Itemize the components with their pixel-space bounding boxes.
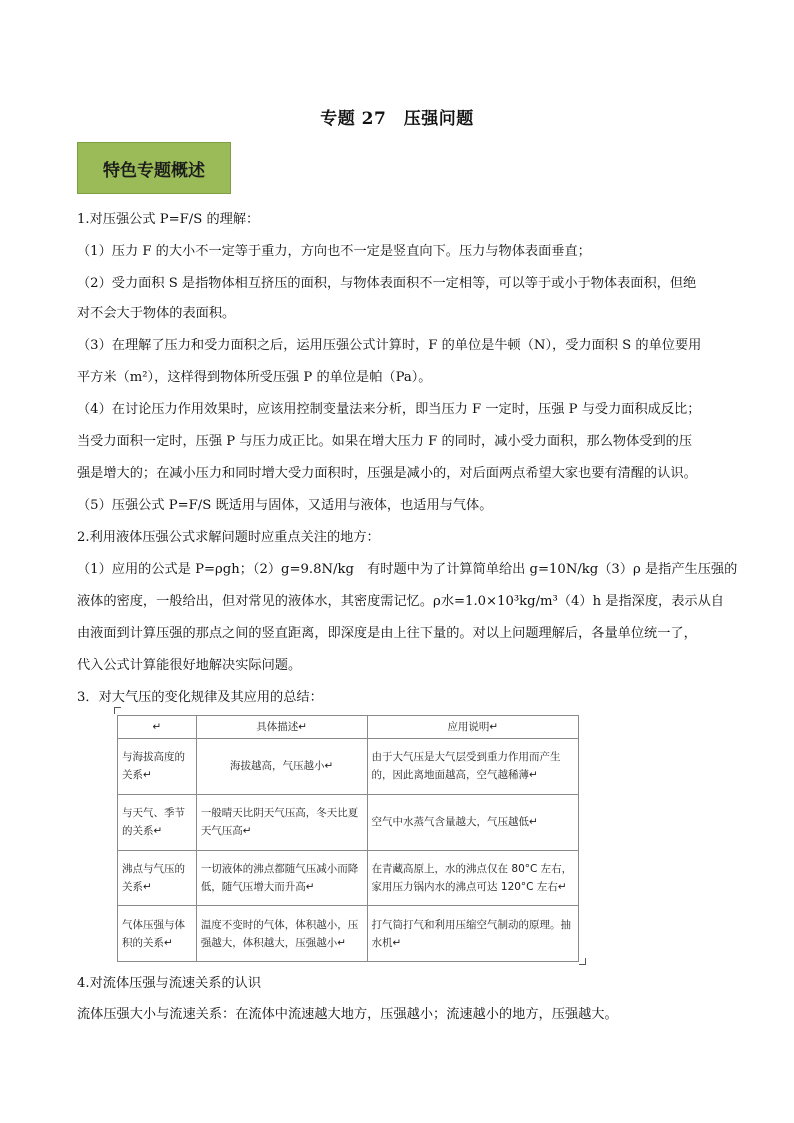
text-line: （5）压强公式 P=F/S 既适用与固体，又适用与液体，也适用与气体。 [77,498,493,513]
table-cell: 气体压强与体积的关系↵ [118,906,197,962]
text-line: 当受力面积一定时，压强 P 与压力成正比。如果在增大压力 F 的同时，减小受力面积，那么物体受到的压 [77,434,693,449]
text-line: （1）压力 F 的大小不一定等于重力，方向也不一定是竖直向下。压力与物体表面垂直； [77,244,591,259]
text-line: 代入公式计算能很好地解决实际问题。 [77,658,302,673]
table-corner-mark [114,707,121,714]
text-line: 流体压强大小与流速关系：在流体中流速越大地方，压强越小；流速越小的地方，压强越大。 [77,1007,618,1022]
text-line: （3）在理解了压力和受力面积之后，运用压强公式计算时，F 的单位是牛顿（N），受力面积 S 的单位要用 [77,338,702,353]
text-line: 由液面到计算压强的那点之间的竖直距离，即深度是由上往下量的。对以上问题理解后，各量单位统一了， [77,626,697,641]
table-header: 应用说明↵ [367,716,578,739]
text-line: 平方米（m²），这样得到物体所受压强 P 的单位是帕（Pa）。 [77,370,432,385]
table-row [118,850,579,906]
text-line: 液体的密度，一般给出，但对常见的液体水，其密度需记忆。ρ水=1.0×10³kg/m³（4）h 是指深度，表示从自 [77,594,724,609]
table-cell: 沸点与气压的关系↵ [118,850,197,906]
table-corner-mark [579,958,586,965]
table-header: 具体描述↵ [196,716,367,739]
text-line: 2.利用液体压强公式求解问题时应重点关注的地方： [77,530,380,545]
table-cell: 一切液体的沸点都随气压减小而降低，随气压增大而升高↵ [196,850,367,906]
text-line: （1）应用的公式是 P=ρgh；（2）g=9.8N/kg 有时题中为了计算简单给出 g=10N/kg（3）ρ 是指产生压强的 [77,562,738,577]
table-cell: 在青藏高原上，水的沸点仅在 80°C 左右，家用压力锅内水的沸点可达 120°C 左右↵ [367,850,578,906]
table-cell: 与天气、季节的关系↵ [118,794,197,850]
table-row [118,739,579,795]
table-cell: 打气筒打气和利用压缩空气制动的原理。抽水机↵ [367,906,578,962]
pressure-table [117,715,579,962]
table-cell: 温度不变时的气体，体积越小，压强越大，体积越大，压强越小↵ [196,906,367,962]
table-cell: 海拔越高，气压越小↵ [196,739,367,795]
text-line: （4）在讨论压力作用效果时，应该用控制变量法来分析，即当压力 F 一定时，压强 P 与受力面积成反比； [77,402,701,417]
table-cell: 一般晴天比阴天气压高，冬天比夏天气压高↵ [196,794,367,850]
text-line: 强是增大的；在减小压力和同时增大受力面积时，压强是减小的，对后面两点希望大家也要有清醒的认识。 [77,466,697,481]
text-line: 3．对大气压的变化规律及其应用的总结： [77,690,323,705]
text-line: 4.对流体压强与流速关系的认识 [77,976,262,991]
text-line: （2）受力面积 S 是指物体相互挤压的面积，与物体表面积不一定相等，可以等于或小于物体表面积，但绝 [77,276,697,291]
table-cell: 由于大气压是大气层受到重力作用而产生的，因此离地面越高，空气越稀薄↵ [367,739,578,795]
table-cell: 与海拔高度的关系↵ [118,739,197,795]
table-row [118,794,579,850]
table-header: ↵ [118,716,197,739]
text-line: 对不会大于物体的表面积。 [77,306,236,321]
text-line: 1.对压强公式 P=F/S 的理解： [77,212,260,227]
table-cell: 空气中水蒸气含量越大，气压越低↵ [367,794,578,850]
table-row [118,906,579,962]
page-title: 专题 27 压强问题 [320,109,474,129]
section-banner: 特色专题概述 [77,142,231,194]
